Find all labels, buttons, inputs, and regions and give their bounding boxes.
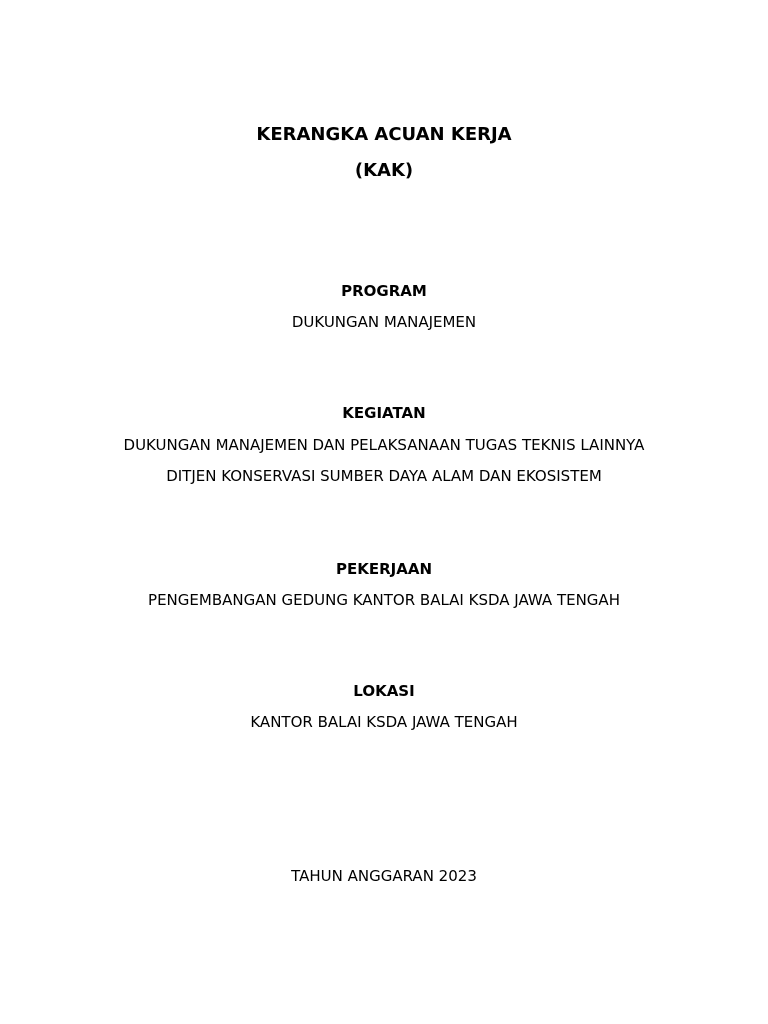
kegiatan-value-line-2: DITJEN KONSERVASI SUMBER DAYA ALAM DAN EKOSISTEM xyxy=(166,467,602,485)
pekerjaan-heading: PEKERJAAN xyxy=(335,560,432,578)
program-value: DUKUNGAN MANAJEMEN xyxy=(291,313,477,331)
pekerjaan-value: PENGEMBANGAN GEDUNG KANTOR BALAI KSDA JAWA TENGAH xyxy=(148,591,620,609)
program-heading: PROGRAM xyxy=(341,282,427,300)
fiscal-year: TAHUN ANGGARAN 2023 xyxy=(291,867,477,885)
kegiatan-heading: KEGIATAN xyxy=(342,404,426,422)
kegiatan-value-line-1: DUKUNGAN MANAJEMEN DAN PELAKSANAAN TUGAS TEKNIS LAINNYA xyxy=(123,436,645,454)
lokasi-heading: LOKASI xyxy=(353,682,415,700)
document-subtitle: (KAK) xyxy=(354,160,414,181)
lokasi-value: KANTOR BALAI KSDA JAWA TENGAH xyxy=(250,713,518,731)
document-title: KERANGKA ACUAN KERJA xyxy=(256,124,512,145)
